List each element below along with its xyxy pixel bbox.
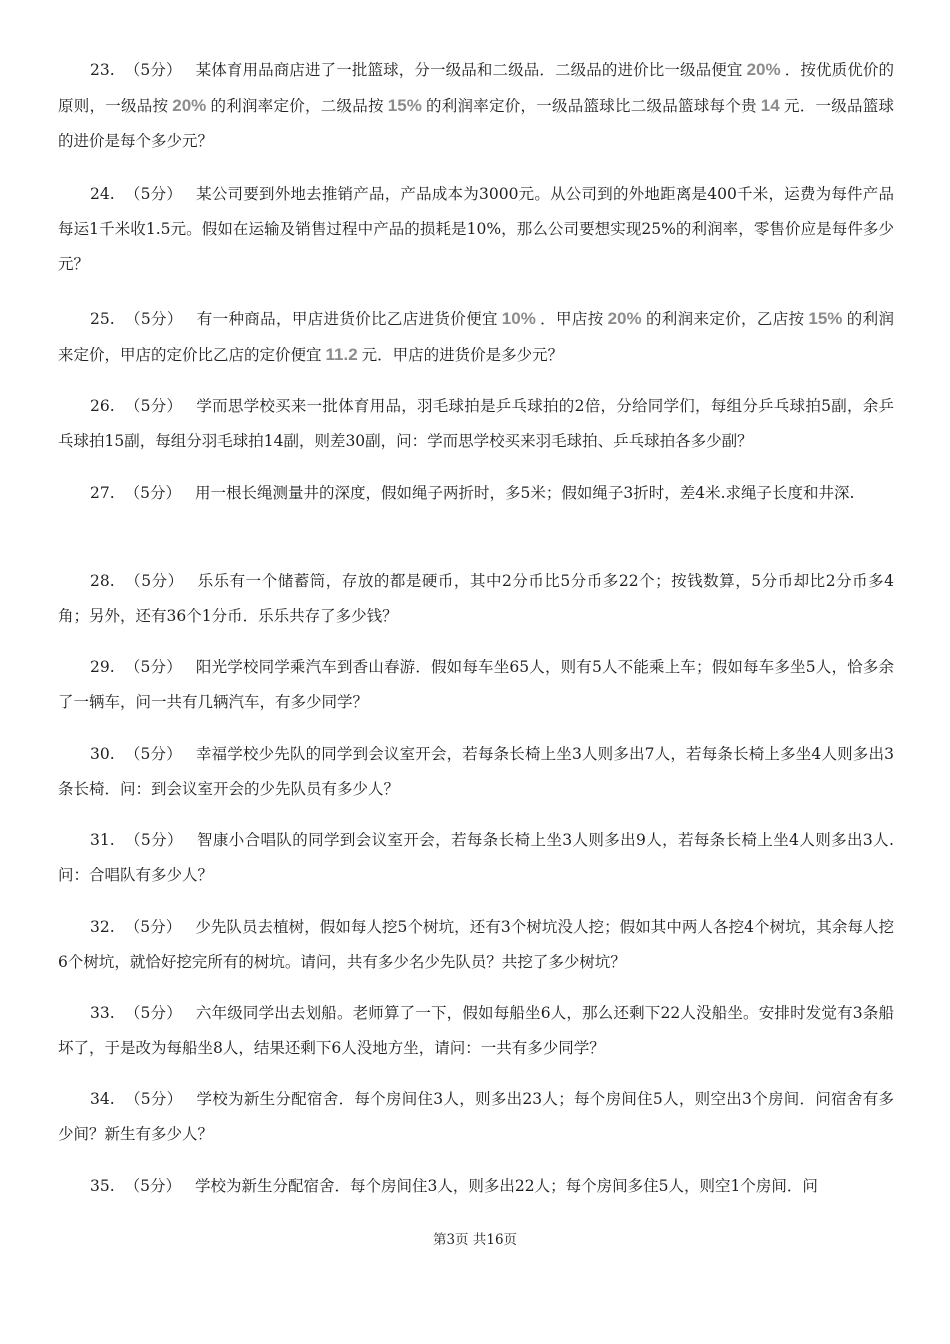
- problem-number: 28.: [90, 572, 115, 590]
- page-footer: 第3页 共16页: [432, 1232, 518, 1248]
- problem-text: 阳光学校同学乘汽车到香山春游．假如每车坐65人，则有5人不能乘上车；假如每车多坐5人，恰多余了一辆车，问一共有几辆汽车，有多少同学？: [58, 658, 894, 711]
- math-value: 11.2: [325, 345, 358, 364]
- problem-number: 24.: [90, 185, 115, 203]
- problem-28: [58, 564, 894, 634]
- problem-number: 32.: [90, 918, 115, 936]
- problem-number: 31.: [90, 831, 115, 849]
- problem-number: 26.: [90, 397, 115, 415]
- problem-score: （5分）: [124, 61, 182, 79]
- math-value: 20%: [746, 60, 781, 79]
- problem-number: 29.: [90, 658, 115, 676]
- problem-number: 23.: [90, 61, 115, 79]
- problem-number: 25.: [90, 310, 115, 328]
- problem-score: （5分）: [124, 310, 183, 328]
- problem-text: 学校为新生分配宿舍．每个房间住3人，则多出23人；每个房间住5人，则空出3个房间．问宿舍有多少间？新生有多少人？: [58, 1090, 894, 1143]
- math-value: 15%: [808, 309, 843, 328]
- math-value: 20%: [607, 309, 642, 328]
- problem-text: 乐乐有一个储蓄筒，存放的都是硬币，其中2分币比5分币多22个；按钱数算，5分币却比2分币多4角；另外，还有36个1分币．乐乐共存了多少钱？: [58, 572, 894, 625]
- problem-score: （5分）: [124, 745, 182, 763]
- math-value: 20%: [172, 96, 207, 115]
- math-value: 10%: [501, 309, 536, 328]
- problem-text: 幸福学校少先队的同学到会议室开会，若每条长椅上坐3人则多出7人，若每条长椅上多坐4人则多出3条长椅．问：到会议室开会的少先队员有多少人？: [58, 745, 894, 798]
- problem-score: （5分）: [124, 572, 184, 590]
- problem-25: 25. （5分） 有一种商品，甲店进货价比乙店进货价便宜 10% ．甲店按 20% 的利润来定价，乙店按 15% 的利润来定价，甲店的定价比乙店的定价便宜 11.2 元．甲店的进货价是多少元？: [58, 309, 894, 364]
- problem-32: [58, 910, 894, 980]
- problem-text: 学校为新生分配宿舍．每个房间住3人，则多出22人；每个房间多住5人，则空1个房间．问: [195, 1177, 818, 1195]
- problem-30: [58, 737, 894, 807]
- problem-number: 34.: [90, 1090, 115, 1108]
- problem-score: （5分）: [124, 918, 182, 936]
- problem-23: 23. （5分） 某体育用品商店进了一批篮球，分一级品和二级品．二级品的进价比一级品便宜 20% ．按优质优价的原则，一级品按 20% 的利润率定价，二级品按 15% 的利润率定价，一级品篮球比二级品篮球每个贵 14 元．一级品篮球的进价是每个多少元？: [58, 60, 894, 150]
- problem-score: （5分）: [124, 1177, 182, 1195]
- problem-27: [58, 476, 894, 511]
- problem-score: （5分）: [124, 397, 183, 415]
- problem-24: [58, 177, 894, 282]
- problem-text: 学而思学校买来一批体育用品，羽毛球拍是乒乓球拍的2倍，分给同学们，每组分乒乓球拍5副，余乒乓球拍15副，每组分羽毛球拍14副，则差30副，问：学而思学校买来羽毛球拍、乒乓球拍各多少副？: [58, 397, 894, 450]
- problem-text: 用一根长绳测量井的深度，假如绳子两折时，多5米；假如绳子3折时，差4米.求绳子长度和井深.: [195, 484, 855, 502]
- problem-26: [58, 389, 894, 459]
- problem-29: [58, 650, 894, 720]
- problem-score: （5分）: [124, 658, 182, 676]
- problem-number: 27.: [90, 484, 115, 502]
- problem-text: 六年级同学出去划船。老师算了一下，假如每船坐6人，那么还剩下22人没船坐。安排时发觉有3条船坏了，于是改为每船坐8人，结果还剩下6人没地方坐，请问：一共有多少同学？: [58, 1004, 894, 1057]
- problem-score: （5分）: [124, 831, 183, 849]
- problem-31: [58, 823, 894, 893]
- problem-number: 30.: [90, 745, 115, 763]
- problem-number: 35.: [90, 1177, 115, 1195]
- problem-text: 智康小合唱队的同学到会议室开会，若每条长椅上坐3人则多出9人，若每条长椅上坐4人则多出3人.问：合唱队有多少人？: [58, 831, 894, 884]
- problem-text: 某公司要到外地去推销产品，产品成本为3000元。从公司到的外地距离是400千米，运费为每件产品每运1千米收1.5元。假如在运输及销售过程中产品的损耗是10%，那么公司要想实现25%的利润率，零售价应是每件多少元？: [58, 185, 894, 273]
- problem-score: （5分）: [124, 185, 183, 203]
- problem-text: 少先队员去植树，假如每人挖5个树坑，还有3个树坑没人挖；假如其中两人各挖4个树坑，其余每人挖6个树坑，就恰好挖完所有的树坑。请问，共有多少名少先队员？共挖了多少树坑？: [58, 918, 894, 971]
- problem-33: [58, 996, 894, 1066]
- problem-score: （5分）: [124, 1004, 182, 1022]
- problem-34: [58, 1082, 894, 1152]
- problem-score: （5分）: [124, 1090, 183, 1108]
- problem-number: 33.: [90, 1004, 115, 1022]
- math-value: 14: [760, 96, 780, 115]
- problem-score: （5分）: [124, 484, 182, 502]
- math-value: 15%: [387, 96, 422, 115]
- problem-35: [58, 1169, 894, 1204]
